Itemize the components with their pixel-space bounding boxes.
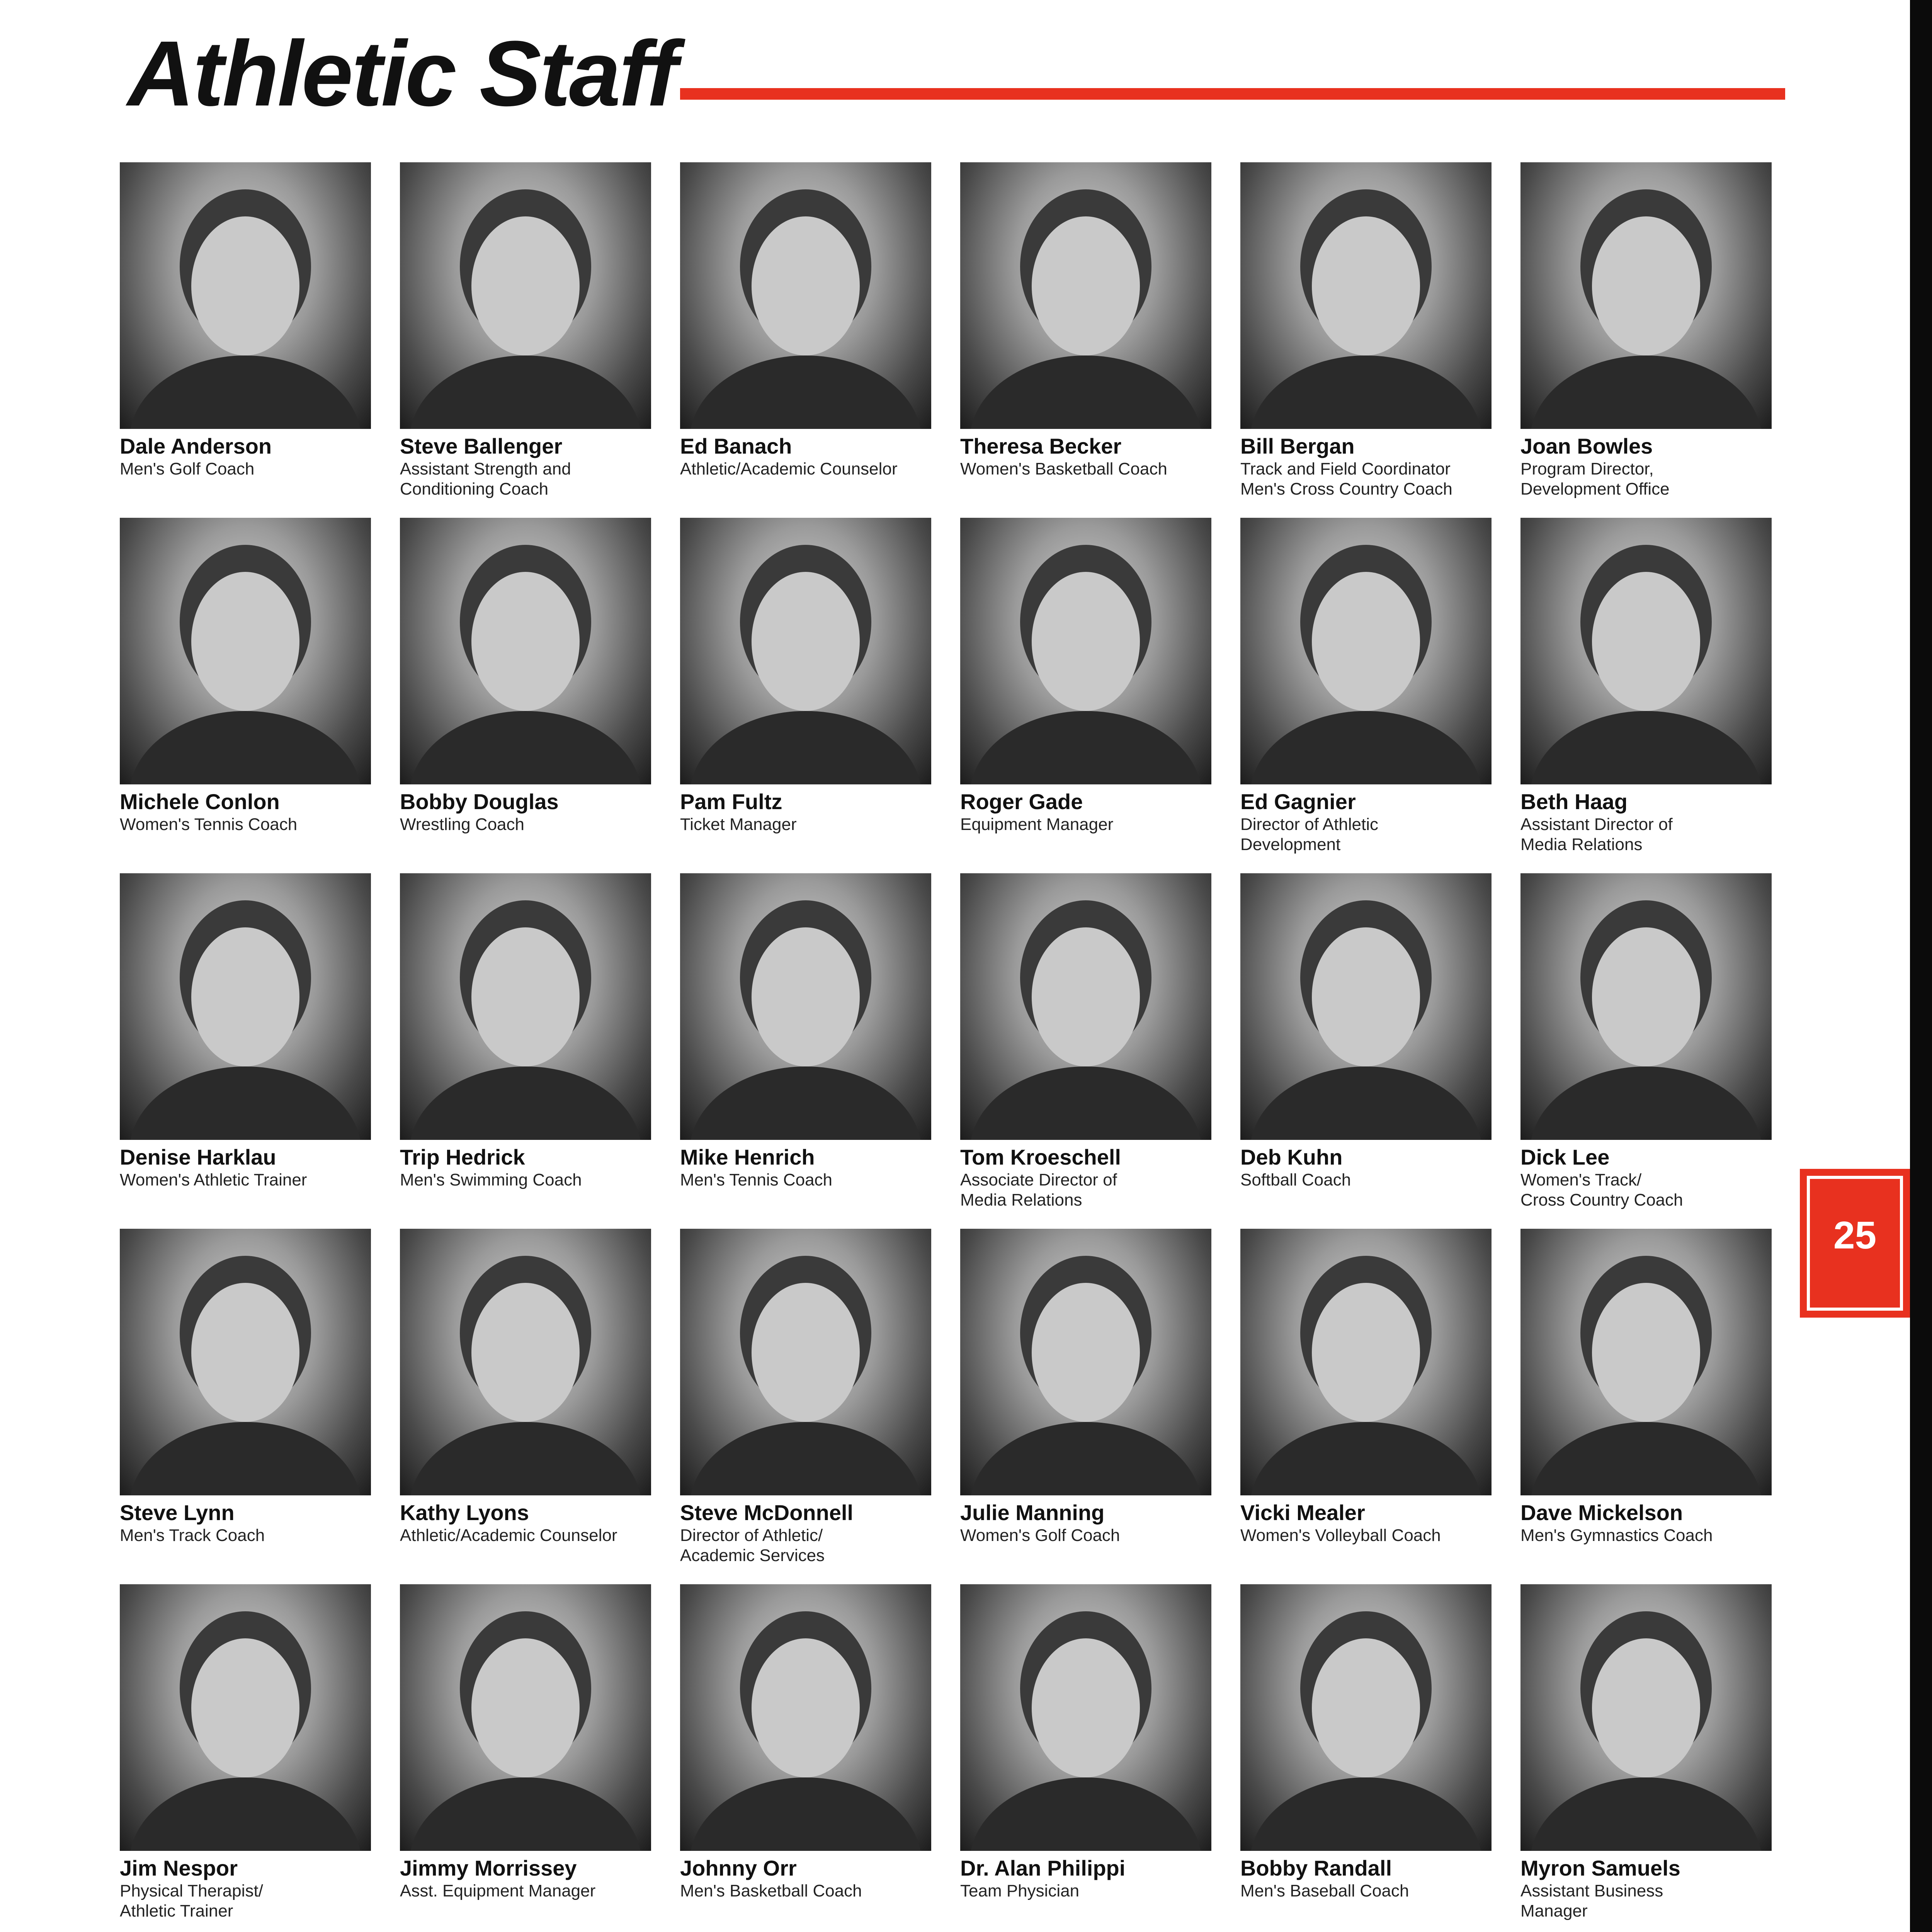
staff-role: Men's Swimming Coach (400, 1170, 582, 1189)
staff-role: Men's Gymnastics Coach (1520, 1526, 1713, 1545)
staff-card (116, 1584, 383, 1932)
staff-name: Jim Nespor (120, 1856, 238, 1880)
portrait-face (471, 1283, 580, 1422)
staff-card (1236, 518, 1503, 873)
portrait-shoulders (410, 1066, 641, 1140)
portrait-silhouette (120, 518, 371, 784)
staff-name: Dr. Alan Philippi (960, 1856, 1126, 1880)
staff-name: Mike Henrich (680, 1145, 815, 1169)
staff-card (396, 518, 663, 873)
portrait-shoulders (690, 355, 922, 429)
portrait-silhouette (400, 873, 651, 1140)
staff-role: Team Physician (960, 1881, 1080, 1900)
portrait-face (1592, 216, 1700, 355)
portrait-face (752, 1638, 860, 1777)
staff-name: Johnny Orr (680, 1856, 797, 1880)
staff-portrait-photo (400, 1229, 651, 1495)
portrait-shoulders (690, 1422, 922, 1495)
staff-name: Tom Kroeschell (960, 1145, 1121, 1169)
portrait-silhouette (400, 518, 651, 784)
staff-portrait-photo (120, 1584, 371, 1851)
staff-portrait-photo (1240, 162, 1492, 429)
portrait-silhouette (120, 1584, 371, 1851)
staff-portrait-photo (120, 162, 371, 429)
staff-name: Denise Harklau (120, 1145, 276, 1169)
portrait-shoulders (410, 355, 641, 429)
staff-card (396, 1584, 663, 1932)
staff-role: Assistant Business Manager (1520, 1881, 1663, 1920)
portrait-shoulders (1530, 711, 1762, 784)
staff-name: Michele Conlon (120, 789, 280, 814)
staff-name: Bobby Douglas (400, 789, 559, 814)
staff-name: Joan Bowles (1520, 434, 1653, 458)
portrait-face (191, 1283, 299, 1422)
portrait-shoulders (1250, 355, 1482, 429)
portrait-shoulders (410, 1777, 641, 1851)
portrait-face (1312, 1638, 1420, 1777)
staff-role: Assistant Director of Media Relations (1520, 815, 1673, 854)
portrait-silhouette (1240, 1229, 1492, 1495)
staff-portrait-photo (680, 162, 931, 429)
staff-card (396, 1229, 663, 1584)
staff-name: Pam Fultz (680, 789, 782, 814)
portrait-silhouette (680, 1584, 931, 1851)
staff-role: Athletic/Academic Counselor (400, 1526, 617, 1545)
portrait-face (471, 927, 580, 1066)
staff-name: Beth Haag (1520, 789, 1628, 814)
staff-portrait-photo (680, 518, 931, 784)
staff-role: Director of Athletic/ Academic Services (680, 1526, 825, 1565)
staff-role: Ticket Manager (680, 815, 797, 834)
staff-card (116, 518, 383, 873)
portrait-face (191, 216, 299, 355)
portrait-silhouette (1240, 873, 1492, 1140)
staff-name: Deb Kuhn (1240, 1145, 1343, 1169)
staff-card (1236, 873, 1503, 1229)
portrait-silhouette (1520, 162, 1772, 429)
staff-portrait-photo (1240, 518, 1492, 784)
staff-card (396, 873, 663, 1229)
staff-portrait-photo (1520, 162, 1772, 429)
portrait-silhouette (120, 873, 371, 1140)
staff-role: Men's Baseball Coach (1240, 1881, 1409, 1900)
staff-portrait-photo (960, 162, 1211, 429)
staff-name: Kathy Lyons (400, 1500, 529, 1525)
portrait-face (191, 927, 299, 1066)
staff-role: Women's Basketball Coach (960, 459, 1167, 478)
staff-card (1517, 162, 1783, 518)
portrait-shoulders (129, 355, 361, 429)
portrait-face (1312, 927, 1420, 1066)
portrait-face (752, 572, 860, 711)
staff-portrait-photo (960, 518, 1211, 784)
title-rule (680, 88, 1785, 100)
portrait-shoulders (1250, 1777, 1482, 1851)
staff-role: Women's Tennis Coach (120, 815, 298, 834)
staff-portrait-photo (1240, 1229, 1492, 1495)
staff-portrait-photo (120, 1229, 371, 1495)
portrait-face (1032, 927, 1140, 1066)
staff-portrait-photo (1520, 1229, 1772, 1495)
portrait-face (1592, 1638, 1700, 1777)
portrait-silhouette (1520, 1229, 1772, 1495)
portrait-silhouette (400, 1229, 651, 1495)
staff-card (116, 873, 383, 1229)
portrait-shoulders (129, 1777, 361, 1851)
staff-portrait-photo (680, 873, 931, 1140)
staff-role: Women's Track/ Cross Country Coach (1520, 1170, 1683, 1209)
staff-name: Vicki Mealer (1240, 1500, 1365, 1525)
staff-name: Jimmy Morrissey (400, 1856, 577, 1880)
portrait-silhouette (680, 162, 931, 429)
staff-role: Women's Athletic Trainer (120, 1170, 307, 1189)
staff-portrait-photo (1520, 518, 1772, 784)
portrait-face (471, 572, 580, 711)
staff-role: Director of Athletic Development (1240, 815, 1379, 854)
staff-name: Dale Anderson (120, 434, 272, 458)
portrait-shoulders (970, 711, 1202, 784)
staff-portrait-photo (1520, 1584, 1772, 1851)
portrait-shoulders (690, 1777, 922, 1851)
portrait-silhouette (120, 1229, 371, 1495)
portrait-shoulders (690, 711, 922, 784)
staff-card (676, 1229, 943, 1584)
staff-role: Women's Volleyball Coach (1240, 1526, 1441, 1545)
staff-role: Women's Golf Coach (960, 1526, 1120, 1545)
portrait-face (752, 1283, 860, 1422)
staff-card (956, 873, 1223, 1229)
portrait-shoulders (410, 711, 641, 784)
portrait-shoulders (129, 1066, 361, 1140)
portrait-shoulders (970, 1777, 1202, 1851)
portrait-face (1032, 1283, 1140, 1422)
portrait-face (1592, 927, 1700, 1066)
staff-role: Track and Field Coordinator Men's Cross Country Coach (1240, 459, 1452, 498)
portrait-shoulders (1250, 1422, 1482, 1495)
staff-name: Julie Manning (960, 1500, 1105, 1525)
staff-card (956, 1584, 1223, 1932)
staff-name: Steve McDonnell (680, 1500, 854, 1525)
portrait-face (1312, 572, 1420, 711)
portrait-silhouette (960, 873, 1211, 1140)
staff-name: Ed Gagnier (1240, 789, 1356, 814)
portrait-shoulders (970, 355, 1202, 429)
portrait-face (1032, 216, 1140, 355)
staff-role: Physical Therapist/ Athletic Trainer (120, 1881, 263, 1920)
portrait-silhouette (680, 873, 931, 1140)
staff-name: Myron Samuels (1520, 1856, 1680, 1880)
portrait-face (471, 216, 580, 355)
staff-portrait-photo (680, 1584, 931, 1851)
right-edge-band (1910, 0, 1932, 1932)
staff-card (116, 162, 383, 518)
portrait-face (1312, 216, 1420, 355)
portrait-silhouette (680, 1229, 931, 1495)
staff-portrait-photo (1240, 873, 1492, 1140)
staff-name: Steve Ballenger (400, 434, 563, 458)
portrait-silhouette (120, 162, 371, 429)
portrait-silhouette (1240, 162, 1492, 429)
portrait-silhouette (680, 518, 931, 784)
portrait-silhouette (400, 162, 651, 429)
staff-name: Roger Gade (960, 789, 1083, 814)
staff-role: Asst. Equipment Manager (400, 1881, 596, 1900)
staff-name: Dave Mickelson (1520, 1500, 1683, 1525)
staff-name: Steve Lynn (120, 1500, 235, 1525)
staff-portrait-photo (1240, 1584, 1492, 1851)
portrait-shoulders (1250, 711, 1482, 784)
portrait-silhouette (1520, 873, 1772, 1140)
staff-name: Theresa Becker (960, 434, 1122, 458)
staff-card (116, 1229, 383, 1584)
portrait-shoulders (1530, 1066, 1762, 1140)
staff-portrait-photo (400, 1584, 651, 1851)
portrait-silhouette (1240, 1584, 1492, 1851)
staff-name: Trip Hedrick (400, 1145, 525, 1169)
staff-name: Dick Lee (1520, 1145, 1610, 1169)
portrait-silhouette (960, 162, 1211, 429)
staff-card (1236, 162, 1503, 518)
staff-role: Men's Track Coach (120, 1526, 265, 1545)
portrait-face (471, 1638, 580, 1777)
page-title: Athletic Staff (128, 22, 676, 125)
portrait-silhouette (960, 1584, 1211, 1851)
staff-role: Assistant Strength and Conditioning Coach (400, 459, 571, 498)
staff-role: Softball Coach (1240, 1170, 1351, 1189)
staff-card (1236, 1229, 1503, 1584)
staff-grid (116, 162, 1797, 1932)
portrait-face (1312, 1283, 1420, 1422)
page-number: 25 (1833, 1214, 1877, 1257)
staff-card (676, 1584, 943, 1932)
portrait-shoulders (1530, 355, 1762, 429)
portrait-face (1032, 1638, 1140, 1777)
staff-portrait-photo (120, 518, 371, 784)
staff-portrait-photo (400, 518, 651, 784)
portrait-silhouette (960, 518, 1211, 784)
portrait-face (752, 216, 860, 355)
portrait-shoulders (690, 1066, 922, 1140)
staff-name: Bill Bergan (1240, 434, 1355, 458)
staff-card (396, 162, 663, 518)
staff-card (956, 518, 1223, 873)
portrait-shoulders (1530, 1422, 1762, 1495)
staff-card (676, 162, 943, 518)
staff-card (956, 1229, 1223, 1584)
staff-role: Associate Director of Media Relations (960, 1170, 1117, 1209)
staff-card (1517, 518, 1783, 873)
page-number-tab (1800, 1169, 1910, 1318)
staff-card (956, 162, 1223, 518)
portrait-silhouette (400, 1584, 651, 1851)
staff-card (676, 873, 943, 1229)
portrait-silhouette (1240, 518, 1492, 784)
portrait-shoulders (970, 1422, 1202, 1495)
staff-portrait-photo (400, 873, 651, 1140)
portrait-face (191, 1638, 299, 1777)
staff-name: Ed Banach (680, 434, 792, 458)
portrait-shoulders (129, 1422, 361, 1495)
staff-portrait-photo (680, 1229, 931, 1495)
portrait-shoulders (1250, 1066, 1482, 1140)
portrait-face (191, 572, 299, 711)
staff-card (1236, 1584, 1503, 1932)
staff-role: Men's Golf Coach (120, 459, 255, 478)
portrait-face (1592, 572, 1700, 711)
portrait-shoulders (1530, 1777, 1762, 1851)
portrait-face (1032, 572, 1140, 711)
portrait-shoulders (129, 711, 361, 784)
portrait-face (752, 927, 860, 1066)
portrait-silhouette (1520, 518, 1772, 784)
staff-role: Wrestling Coach (400, 815, 524, 834)
staff-portrait-photo (1520, 873, 1772, 1140)
staff-portrait-photo (960, 1584, 1211, 1851)
staff-portrait-photo (120, 873, 371, 1140)
staff-card (1517, 1229, 1783, 1584)
staff-portrait-photo (960, 873, 1211, 1140)
staff-card (1517, 873, 1783, 1229)
portrait-shoulders (410, 1422, 641, 1495)
portrait-face (1592, 1283, 1700, 1422)
staff-card (1517, 1584, 1783, 1932)
staff-card (676, 518, 943, 873)
staff-portrait-photo (960, 1229, 1211, 1495)
staff-role: Program Director, Development Office (1520, 459, 1670, 498)
staff-role: Men's Tennis Coach (680, 1170, 833, 1189)
staff-role: Equipment Manager (960, 815, 1114, 834)
staff-name: Bobby Randall (1240, 1856, 1392, 1880)
portrait-silhouette (960, 1229, 1211, 1495)
staff-portrait-photo (400, 162, 651, 429)
portrait-shoulders (970, 1066, 1202, 1140)
staff-role: Men's Basketball Coach (680, 1881, 862, 1900)
staff-role: Athletic/Academic Counselor (680, 459, 898, 478)
portrait-silhouette (1520, 1584, 1772, 1851)
